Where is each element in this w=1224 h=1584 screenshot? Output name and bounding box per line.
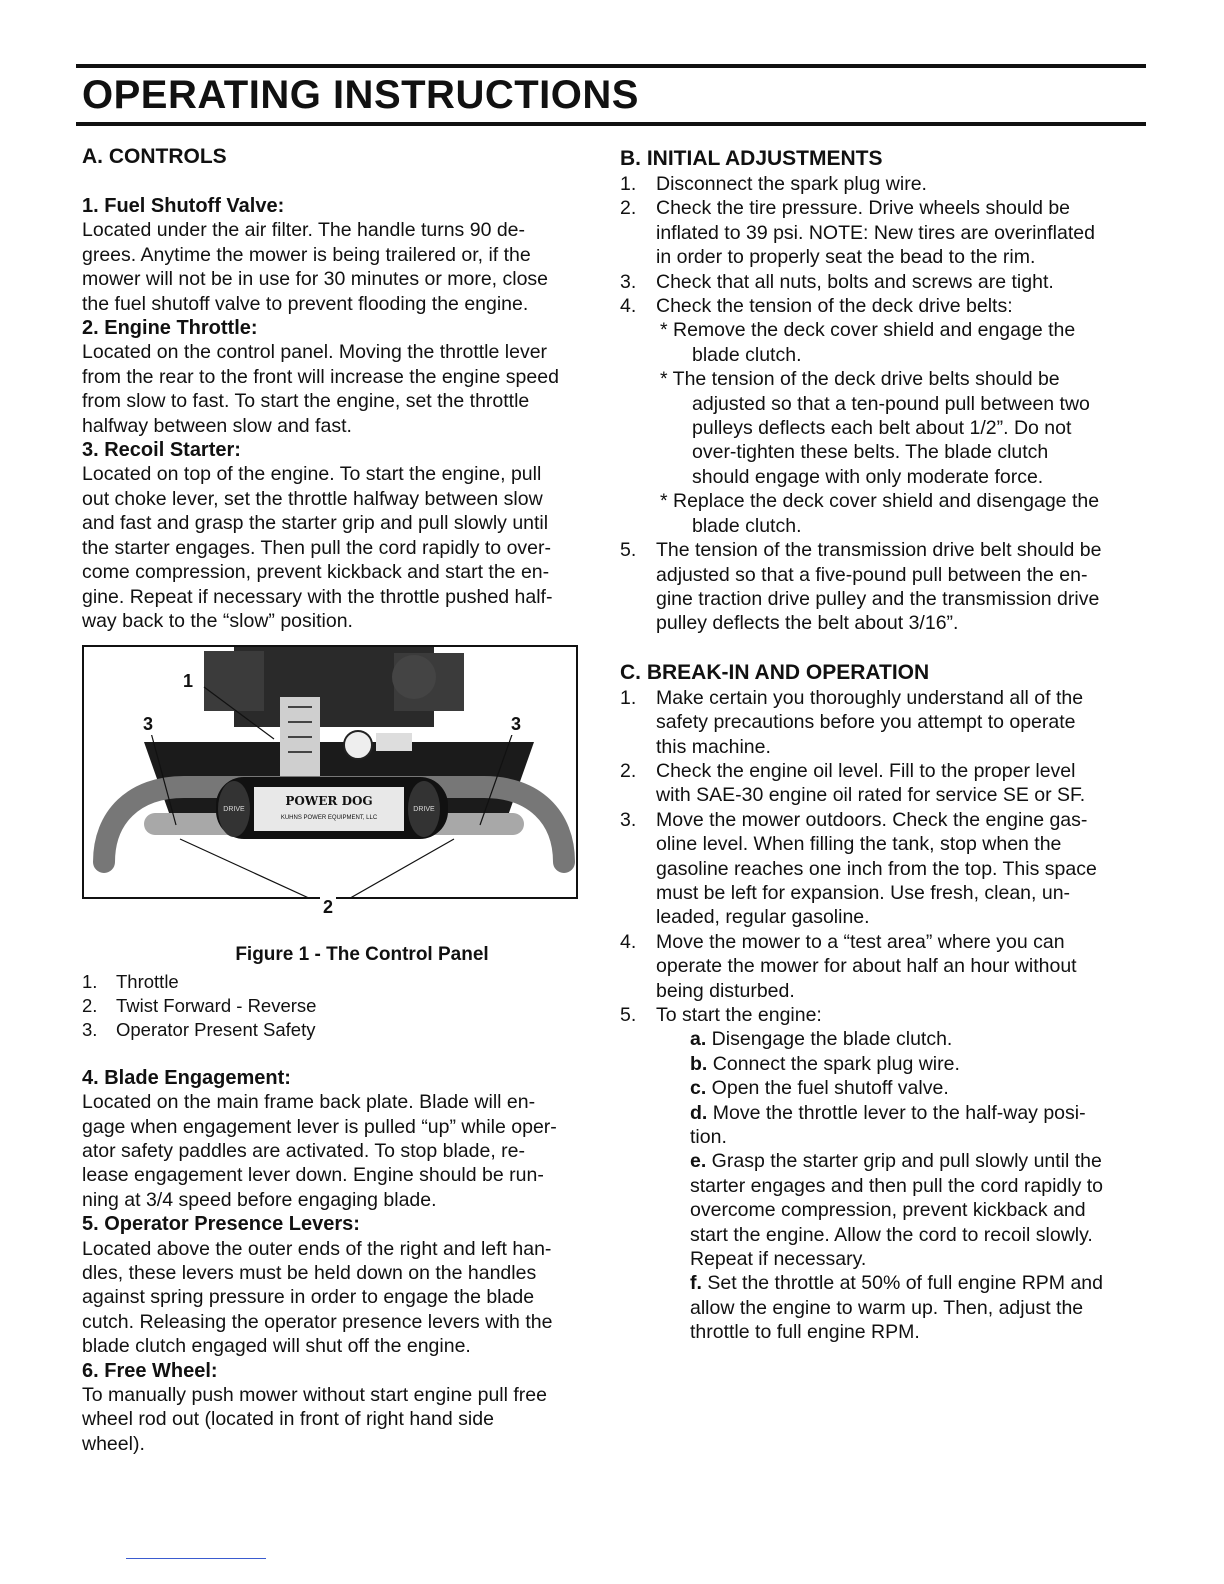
- text-line: overcome compression, prevent kickback and: [690, 1199, 1086, 1222]
- text-line: cutch. Releasing the operator presence levers with the: [82, 1310, 553, 1333]
- right-decal-text: DRIVE: [413, 806, 435, 814]
- operator-presence-text: [82, 1237, 602, 1359]
- text-line: blade clutch.: [692, 514, 802, 537]
- text-line: mower will not be in use for 30 minutes or more, close: [82, 268, 549, 291]
- text-line: gine. Repeat if necessary with the throttle pushed half-: [82, 585, 553, 608]
- bullet-item: [660, 489, 1140, 538]
- step-e: [690, 1149, 1140, 1271]
- text-line: To start the engine:: [656, 1004, 822, 1026]
- operator-presence-heading: 5. Operator Presence Levers:: [82, 1213, 360, 1236]
- break-in-list: [620, 686, 1140, 1345]
- item-number: 3.: [620, 808, 637, 831]
- list-item: [620, 538, 1140, 636]
- text-line: Open the fuel shutoff valve.: [706, 1077, 949, 1100]
- brand-text: POWER DOG: [285, 794, 373, 809]
- text-line: gasoline reaches one inch from the top. This space: [656, 857, 1097, 880]
- text-line: pulley deflects the belt about 3/16”.: [656, 612, 959, 635]
- figure-legend: [82, 970, 602, 1042]
- text-line: from the rear to the front will increase the engine speed: [82, 365, 559, 388]
- fuel-shutoff-heading: 1. Fuel Shutoff Valve:: [82, 195, 285, 217]
- label-decal: [376, 733, 412, 751]
- section-b-heading: B. INITIAL ADJUSTMENTS: [620, 147, 883, 170]
- legend-text: Throttle: [116, 970, 179, 992]
- text-line: wheel).: [82, 1432, 145, 1455]
- step-letter: e.: [690, 1150, 707, 1173]
- figure-caption: Figure 1 - The Control Panel: [235, 944, 489, 966]
- text-line: Make certain you thoroughly understand all of the: [656, 686, 1084, 709]
- top-rule: [76, 64, 1146, 68]
- list-item: [620, 930, 1140, 1003]
- text-line: Move the mower outdoors. Check the engine gas-: [656, 808, 1088, 831]
- text-line: Located above the outer ends of the right and left han-: [82, 1237, 552, 1260]
- text-line: lease engagement lever down. Engine should be run-: [82, 1164, 544, 1187]
- text-line: allow the engine to warm up. Then, adjust the: [690, 1296, 1084, 1319]
- item-number: 2.: [620, 759, 637, 782]
- callout-1: 1: [182, 671, 194, 692]
- start-engine-steps: [656, 1027, 1140, 1344]
- left-column: [82, 144, 602, 1456]
- item-number: 1.: [620, 686, 637, 709]
- text-line: * Remove the deck cover shield and engage the: [660, 319, 1076, 342]
- list-item: [620, 759, 1140, 808]
- text-line: blade clutch engaged will shut off the engine.: [82, 1335, 471, 1358]
- fuel-shutoff-text: [82, 218, 602, 316]
- callout-3-right: 3: [510, 714, 522, 735]
- maker-text: KUHNS POWER EQUIPMENT, LLC: [280, 815, 378, 822]
- right-column: [620, 146, 1140, 1345]
- text-line: way back to the “slow” position.: [82, 609, 353, 632]
- item-number: 4.: [620, 930, 637, 953]
- text-line: Disconnect the spark plug wire.: [656, 173, 927, 195]
- engine-throttle-text: [82, 340, 602, 438]
- legend-text: Operator Present Safety: [116, 1018, 316, 1040]
- engine-left: [204, 651, 264, 711]
- step-b: [690, 1052, 1140, 1076]
- text-line: start the engine. Allow the cord to recoil slowly.: [690, 1223, 1093, 1246]
- text-line: Check that all nuts, bolts and screws are tight.: [656, 270, 1054, 293]
- engine-wheel: [392, 655, 436, 699]
- text-line: pulleys deflects each belt about 1/2”. Do not: [692, 417, 1072, 440]
- step-letter: d.: [690, 1101, 708, 1124]
- item-number: 2.: [620, 197, 637, 220]
- text-line: Connect the spark plug wire.: [707, 1052, 960, 1075]
- legend-number: 1.: [82, 970, 98, 992]
- recoil-starter-text: [82, 462, 602, 633]
- recoil-starter-heading: 3. Recoil Starter:: [82, 439, 241, 462]
- text-line: wheel rod out (located in front of right hand side: [82, 1408, 494, 1431]
- text-line: the fuel shutoff valve to prevent flooding the engine.: [82, 292, 529, 315]
- list-item: [620, 294, 1140, 538]
- item-number: 5.: [620, 1004, 637, 1026]
- text-line: Check the engine oil level. Fill to the proper level: [656, 759, 1076, 782]
- text-line: in order to properly seat the bead to the rim.: [656, 246, 1036, 269]
- legend-number: 2.: [82, 994, 98, 1016]
- list-item: [620, 270, 1140, 294]
- text-line: Move the throttle lever to the half-way posi-: [707, 1101, 1086, 1124]
- text-line: starter engages and then pull the cord rapidly to: [690, 1174, 1104, 1197]
- text-line: throttle to full engine RPM.: [690, 1321, 920, 1344]
- text-line: Set the throttle at 50% of full engine RPM and: [701, 1272, 1103, 1295]
- text-line: safety precautions before you attempt to operate: [656, 711, 1076, 734]
- section-c-heading: C. BREAK-IN AND OPERATION: [620, 660, 930, 684]
- initial-adjustments-list: [620, 172, 1140, 636]
- text-line: Grasp the starter grip and pull slowly until the: [706, 1150, 1102, 1173]
- legend-item: [82, 1018, 602, 1042]
- text-line: from slow to fast. To start the engine, set the throttle: [82, 390, 530, 413]
- free-wheel-heading: 6. Free Wheel:: [82, 1359, 218, 1382]
- step-f: [690, 1271, 1140, 1344]
- control-panel-illustration: [84, 647, 576, 897]
- scan-artifact-line: [126, 1558, 266, 1559]
- text-line: Move the mower to a “test area” where you can: [656, 930, 1065, 953]
- left-decal-text: DRIVE: [223, 806, 245, 814]
- legend-item: [82, 970, 602, 994]
- legend-item: [82, 994, 602, 1018]
- text-line: oline level. When filling the tank, stop when the: [656, 833, 1062, 856]
- belt-tension-bullets: [656, 318, 1140, 538]
- text-line: dles, these levers must be held down on the handles: [82, 1261, 537, 1284]
- blade-engagement-heading: 4. Blade Engagement:: [82, 1066, 291, 1089]
- text-line: operate the mower for about half an hour without: [656, 955, 1077, 978]
- step-letter: b.: [690, 1052, 708, 1075]
- step-letter: a.: [690, 1028, 707, 1051]
- text-line: ator safety paddles are activated. To stop blade, re-: [82, 1139, 525, 1162]
- text-line: Check the tension of the deck drive belts:: [656, 295, 1013, 318]
- text-line: the starter engages. Then pull the cord rapidly to over-: [82, 536, 551, 559]
- text-line: Check the tire pressure. Drive wheels should be: [656, 197, 1071, 220]
- section-a-heading: A. CONTROLS: [82, 145, 227, 168]
- text-line: grees. Anytime the mower is being trailered or, if the: [82, 243, 531, 266]
- callout-line-2b: [338, 839, 454, 897]
- text-line: Repeat if necessary.: [690, 1248, 867, 1271]
- text-line: gine traction drive pulley and the transmission drive: [656, 587, 1100, 610]
- text-line: leaded, regular gasoline.: [656, 906, 870, 929]
- text-line: ning at 3/4 speed before engaging blade.: [82, 1188, 437, 1211]
- item-number: 4.: [620, 295, 637, 318]
- engine-throttle-heading: 2. Engine Throttle:: [82, 317, 258, 340]
- list-item: [620, 808, 1140, 930]
- text-line: gage when engagement lever is pulled “up” while oper-: [82, 1115, 557, 1138]
- text-line: come compression, prevent kickback and start the en-: [82, 561, 550, 584]
- text-line: with SAE-30 engine oil rated for service SE or SF.: [656, 784, 1086, 807]
- text-line: Located on top of the engine. To start the engine, pull: [82, 463, 542, 486]
- text-line: halfway between slow and fast.: [82, 414, 352, 437]
- text-line: Located on the main frame back plate. Blade will en-: [82, 1091, 536, 1114]
- legend-text: Twist Forward - Reverse: [116, 994, 317, 1016]
- item-number: 1.: [620, 173, 637, 195]
- step-letter: f.: [690, 1272, 702, 1295]
- text-line: The tension of the transmission drive belt should be: [656, 539, 1102, 562]
- text-line: must be left for expansion. Use fresh, clean, un-: [656, 881, 1071, 904]
- text-line: and fast and grasp the starter grip and pull slowly until: [82, 512, 549, 535]
- text-line: * The tension of the deck drive belts should be: [660, 368, 1060, 391]
- callout-2: 2: [320, 895, 336, 919]
- text-line: should engage with only moderate force.: [692, 465, 1044, 488]
- list-item: [620, 686, 1140, 759]
- text-line: this machine.: [656, 735, 771, 758]
- item-number: 3.: [620, 270, 637, 293]
- bullet-item: [660, 367, 1140, 489]
- step-letter: c.: [690, 1077, 707, 1100]
- step-c: [690, 1076, 1140, 1100]
- title-rule: [76, 122, 1146, 126]
- text-line: tion.: [690, 1126, 727, 1149]
- free-wheel-text: [82, 1383, 602, 1456]
- text-line: Located on the control panel. Moving the throttle lever: [82, 341, 548, 364]
- item-number: 5.: [620, 539, 637, 562]
- warning-decal-icon: [344, 731, 372, 759]
- text-line: To manually push mower without start engine pull free: [82, 1384, 547, 1406]
- blade-engagement-text: [82, 1090, 602, 1212]
- text-line: against spring pressure in order to engage the blade: [82, 1286, 535, 1309]
- text-line: blade clutch.: [692, 343, 802, 366]
- page-title: OPERATING INSTRUCTIONS: [82, 73, 639, 117]
- callout-3-left: 3: [142, 714, 154, 735]
- text-line: Located under the air filter. The handle turns 90 de-: [82, 219, 526, 242]
- text-line: over-tighten these belts. The blade clutch: [692, 441, 1049, 464]
- text-line: Disengage the blade clutch.: [706, 1028, 953, 1051]
- text-line: out choke lever, set the throttle halfway between slow: [82, 487, 543, 510]
- list-item: [620, 196, 1140, 269]
- text-line: * Replace the deck cover shield and disengage the: [660, 490, 1100, 513]
- control-panel-figure: [82, 645, 578, 918]
- step-a: [690, 1027, 1140, 1051]
- text-line: inflated to 39 psi. NOTE: New tires are overinflated: [656, 221, 1095, 244]
- text-line: adjusted so that a five-pound pull between the en-: [656, 563, 1088, 586]
- text-line: adjusted so that a ten-pound pull between two: [692, 392, 1090, 415]
- list-item: [620, 1003, 1140, 1345]
- step-d: [690, 1101, 1140, 1150]
- callout-line-2a: [180, 839, 324, 897]
- bullet-item: [660, 318, 1140, 367]
- legend-number: 3.: [82, 1018, 98, 1040]
- list-item: [620, 172, 1140, 196]
- text-line: being disturbed.: [656, 979, 795, 1002]
